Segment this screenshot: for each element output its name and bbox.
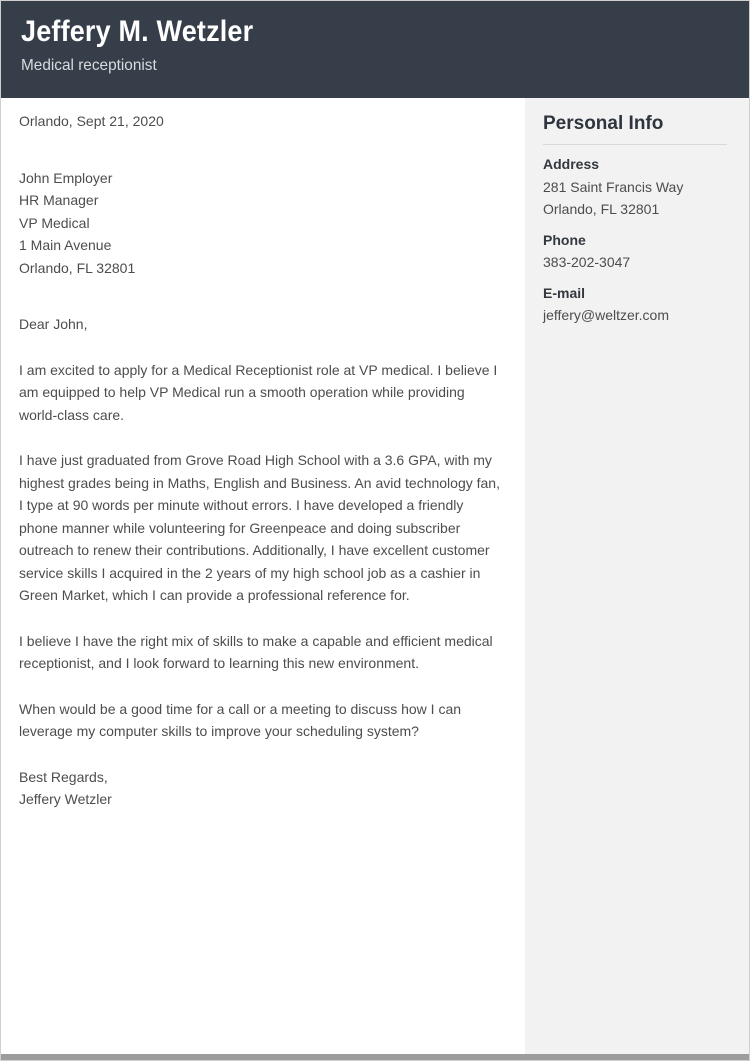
content-area <box>1 98 749 1054</box>
sidebar-title: Personal Info <box>543 113 727 145</box>
email-value: jeffery@weltzer.com <box>543 307 669 323</box>
sidebar-section-phone <box>543 229 727 274</box>
paragraph-skills: I believe I have the right mix of skills to make a capable and efficient medical receptionist, and I look forward to learning this new environment. <box>19 632 493 671</box>
closing-block <box>19 766 501 811</box>
recipient-street: 1 Main Avenue <box>19 237 112 253</box>
email-label: E-mail <box>543 284 586 301</box>
applicant-name: Jeffery M. Wetzler <box>21 15 254 48</box>
closing: Best Regards, <box>19 768 108 785</box>
address-line-2: Orlando, FL 32801 <box>543 201 660 217</box>
recipient-company: VP Medical <box>19 214 90 231</box>
sidebar-section-address <box>543 153 727 221</box>
salutation: Dear John, <box>19 316 88 332</box>
paragraph-call-to-action: When would be a good time for a call or a meeting to discuss how I can leverage my computer skills to improve your scheduling system? <box>19 700 462 739</box>
applicant-job-title: Medical receptionist <box>21 57 157 74</box>
sidebar-section-email <box>543 282 727 327</box>
personal-info-sidebar <box>525 98 749 1054</box>
paragraph-experience: I have just graduated from Grove Road High School with a 3.6 GPA, with my highest grades being in Maths, English and Business. An avid technology fan, I type at 90 words per minute without errors. I have developed a friendly phone manner while volunteering for Greenpeace and doing subscriber outreach to renew their contributions. Additionally, I have excellent customer service skills I acquired in the 2 years of my high school job as a cashier in Green Market, which I can provide a professional reference for. <box>19 452 500 603</box>
recipient-role: HR Manager <box>19 192 99 208</box>
recipient-block <box>19 167 501 280</box>
phone-label: Phone <box>543 231 586 248</box>
date-line: Orlando, Sept 21, 2020 <box>19 113 164 129</box>
recipient-city: Orlando, FL 32801 <box>19 259 136 276</box>
address-label: Address <box>543 156 600 172</box>
recipient-name: John Employer <box>19 169 113 186</box>
phone-value: 383-202-3047 <box>543 254 631 270</box>
letter-body <box>1 98 525 1054</box>
signature: Jeffery Wetzler <box>19 791 112 807</box>
page-bottom-edge <box>1 1054 749 1060</box>
paragraph-intro: I am excited to apply for a Medical Receptionist role at VP medical. I believe I am equipped to help VP Medical run a smooth operation while providing world-class care. <box>19 361 498 423</box>
address-line-1: 281 Saint Francis Way <box>543 178 684 195</box>
letterhead <box>1 1 749 98</box>
